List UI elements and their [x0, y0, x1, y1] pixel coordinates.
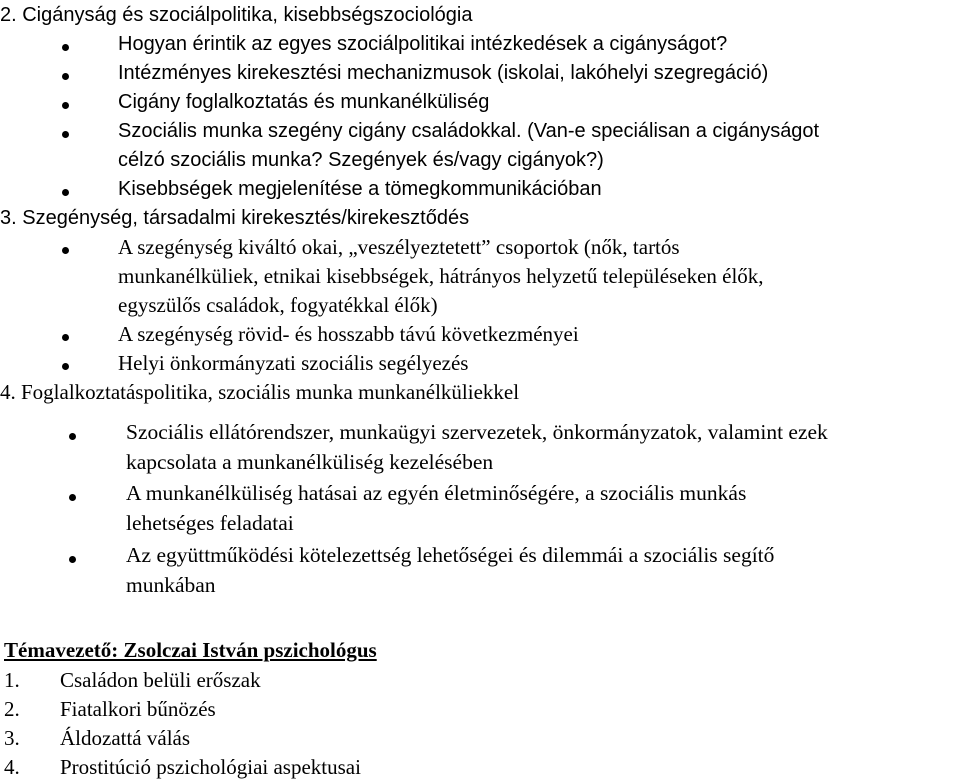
topic-number: 4. — [4, 755, 20, 779]
bullet-icon — [62, 73, 69, 80]
topic-label: Áldozattá válás — [60, 726, 191, 750]
section-3-item-1-line-3: egyszülős családok, fogyatékkal élők) — [118, 293, 438, 317]
bullet-icon — [62, 363, 69, 370]
topic-item-1 — [4, 666, 261, 694]
bullet-icon — [69, 556, 76, 563]
section-3-item-1-line-1: A szegénység kiváltó okai, „veszélyeztetett” csoportok (nők, tartós — [118, 235, 680, 259]
bullet-icon — [62, 131, 69, 138]
section-4-title: 4. Foglalkoztatáspolitika, szociális munka munkanélküliekkel — [0, 380, 520, 404]
topic-item-3 — [4, 724, 190, 752]
topic-label: Családon belüli erőszak — [60, 668, 261, 692]
section-3-item-2: A szegénység rövid- és hosszabb távú következményei — [118, 322, 579, 346]
section-4-item-3-line-2: munkában — [126, 573, 216, 597]
section-2-item-4-line-2: célzó szociális munka? Szegények és/vagy cigányok?) — [118, 149, 604, 171]
topic-number: 2. — [4, 697, 20, 721]
section-4-item-3-line-1: Az együttműködési kötelezettség lehetőségei és dilemmái a szociális segítő — [126, 543, 775, 567]
topic-label: Prostitúció pszichológiai aspektusai — [60, 755, 361, 779]
section-3-item-1-line-2: munkanélküliek, etnikai kisebbségek, hátrányos helyzetű településeken élők, — [118, 264, 764, 288]
section-2-item-2: Intézményes kirekesztési mechanizmusok (iskolai, lakóhelyi szegregáció) — [118, 62, 769, 84]
section-2-title: 2. Cigányság és szociálpolitika, kisebbségszociológia — [0, 4, 473, 26]
section-3-title: 3. Szegénység, társadalmi kirekesztés/kirekesztődés — [0, 207, 470, 229]
bullet-icon — [62, 44, 69, 51]
supervisor-heading: Témavezető: Zsolczai István pszichológus — [4, 638, 377, 662]
bullet-icon — [69, 433, 76, 440]
bullet-icon — [62, 247, 69, 254]
bullet-icon — [69, 494, 76, 501]
section-4-item-1-line-1: Szociális ellátórendszer, munkaügyi szervezetek, önkormányzatok, valamint ezek — [126, 420, 828, 444]
section-4-item-2-line-2: lehetséges feladatai — [126, 511, 294, 535]
topic-number: 3. — [4, 726, 20, 750]
bullet-icon — [62, 189, 69, 196]
section-2-item-3: Cigány foglalkoztatás és munkanélküliség — [118, 91, 490, 113]
bullet-icon — [62, 102, 69, 109]
section-4-item-2-line-1: A munkanélküliség hatásai az egyén életminőségére, a szociális munkás — [126, 481, 747, 505]
section-2-item-4-line-1: Szociális munka szegény cigány családokkal. (Van-e speciálisan a cigányságot — [118, 120, 820, 142]
topic-number: 1. — [4, 668, 20, 692]
topic-item-4 — [4, 753, 361, 781]
topic-item-2 — [4, 695, 216, 723]
section-3-item-3: Helyi önkormányzati szociális segélyezés — [118, 351, 469, 375]
section-2-item-5: Kisebbségek megjelenítése a tömegkommunikációban — [118, 178, 602, 200]
topic-label: Fiatalkori bűnözés — [60, 697, 216, 721]
bullet-icon — [62, 334, 69, 341]
section-4-item-1-line-2: kapcsolata a munkanélküliség kezelésében — [126, 450, 494, 474]
section-2-item-1: Hogyan érintik az egyes szociálpolitikai intézkedések a cigányságot? — [118, 33, 728, 55]
